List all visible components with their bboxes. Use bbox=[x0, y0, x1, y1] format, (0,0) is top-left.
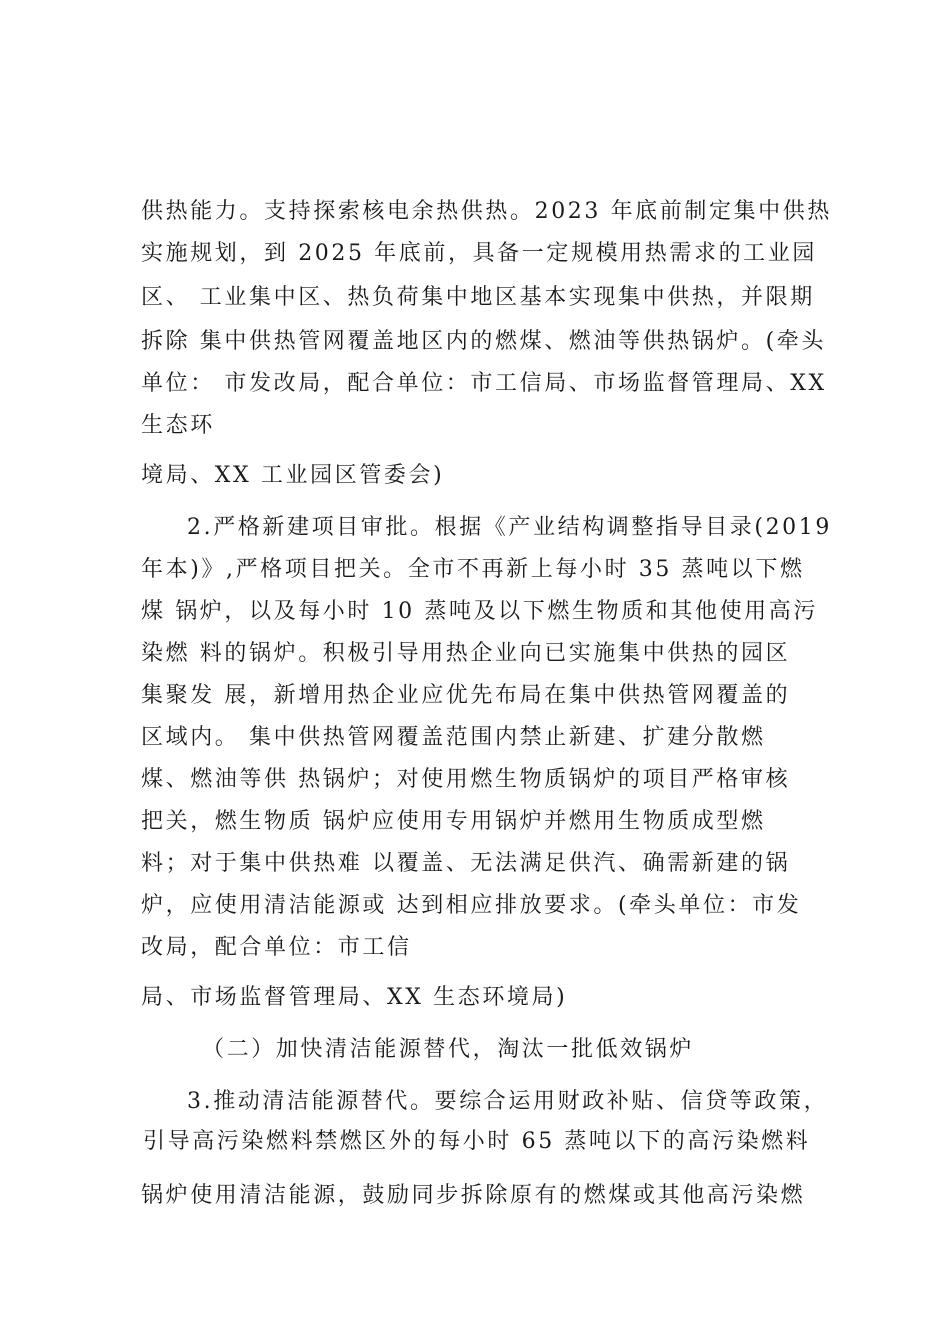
paragraph-line: 集聚发 展，新增用热企业应优先布局在集中供热管网覆盖的 bbox=[141, 683, 791, 708]
paragraph-line: 区、 工业集中区、热负荷集中地区基本实现集中供热，并限期 bbox=[141, 285, 815, 310]
paragraph-line: 实施规划，到 2025 年底前，具备一定规模用热需求的工业园 bbox=[141, 241, 817, 266]
paragraph-line: 把关，燃生物质 锅炉应使用专用锅炉并燃用生物质成型燃 bbox=[141, 809, 766, 834]
paragraph-line: 局、市场监督管理局、XX 生态环境局) bbox=[141, 985, 568, 1010]
paragraph-line: 单位： 市发改局，配合单位：市工信局、市场监督管理局、XX bbox=[141, 371, 827, 396]
paragraph-line: 年本)》,严格项目把关。全市不再新上每小时 35 蒸吨以下燃 bbox=[141, 557, 805, 582]
paragraph-line: 境局、XX 工业园区管委会) bbox=[141, 463, 445, 488]
paragraph-line: 染燃 料的锅炉。积极引导用热企业向已实施集中供热的园区 bbox=[141, 641, 791, 666]
paragraph-line: 拆除 集中供热管网覆盖地区内的燃煤、燃油等供热锅炉。(牵头 bbox=[141, 329, 826, 354]
paragraph-line: 料；对于集中供热难 以覆盖、无法满足供汽、确需新建的锅 bbox=[141, 851, 791, 876]
paragraph-line: 炉，应使用清洁能源或 达到相应排放要求。(牵头单位：市发 bbox=[141, 893, 802, 918]
paragraph-line: 煤、燃油等供 热锅炉；对使用燃生物质锅炉的项目严格审核 bbox=[141, 767, 791, 792]
paragraph-line: 引导高污染燃料禁燃区外的每小时 65 蒸吨以下的高污染燃料 bbox=[143, 1129, 811, 1154]
paragraph-line: 煤 锅炉，以及每小时 10 蒸吨及以下燃生物质和其他使用高污 bbox=[141, 599, 818, 624]
section-heading: （二）加快清洁能源替代，淘汰一批低效锅炉 bbox=[202, 1037, 695, 1062]
paragraph-line: 区域内。 集中供热管网覆盖范围内禁止新建、扩建分散燃 bbox=[141, 725, 766, 750]
paragraph-line: 生态环 bbox=[141, 413, 215, 438]
paragraph-line: 锅炉使用清洁能源，鼓励同步拆除原有的燃煤或其他高污染燃 bbox=[141, 1183, 806, 1208]
paragraph-line: 改局，配合单位：市工信 bbox=[141, 935, 412, 960]
paragraph-line: 2.严格新建项目审批。根据《产业结构调整指导目录(2019 bbox=[187, 515, 832, 540]
paragraph-line: 供热能力。支持探索核电余热供热。2023 年底前制定集中供热 bbox=[141, 199, 832, 224]
paragraph-line: 3.推动清洁能源替代。要综合运用财政补贴、信贷等政策， bbox=[187, 1089, 829, 1114]
